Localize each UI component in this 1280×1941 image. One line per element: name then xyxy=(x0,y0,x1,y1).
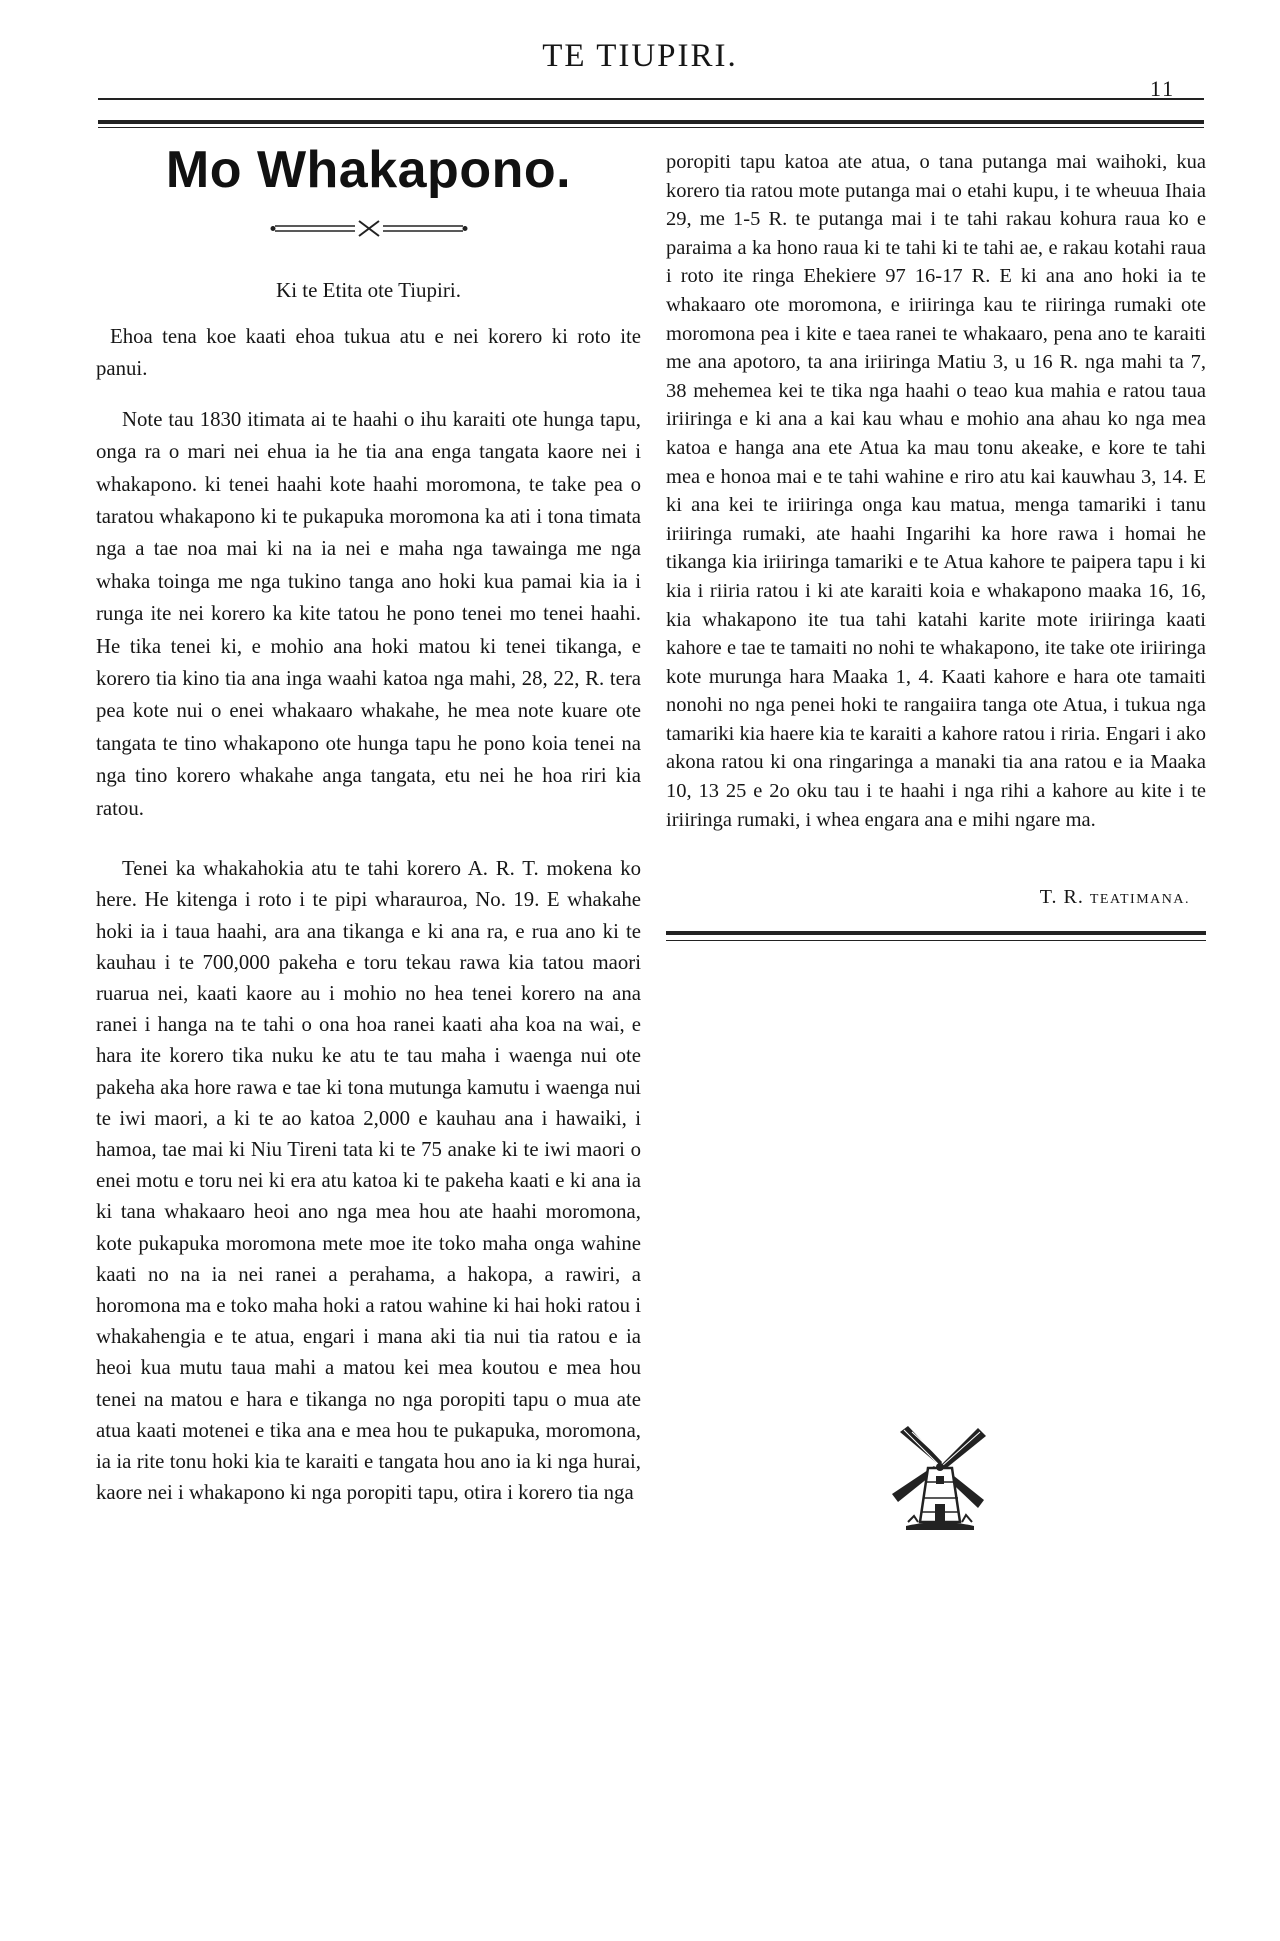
left-column xyxy=(96,138,641,1526)
header-rule-thick xyxy=(98,120,1204,124)
article-title: Mo Whakapono. xyxy=(165,141,572,199)
end-rule-thin xyxy=(666,940,1206,941)
page-number: 11 xyxy=(1150,76,1176,101)
header-rule xyxy=(98,98,1204,100)
paragraph-reply: Tenei ka whakahokia atu te tahi korero A. R. T. mokena ko here. He kitenga i roto i te pipi wharauroa, No. 19. E whakahe hoki ia i taua haahi, ara ana tikanga e ki ana ra, e rua ano ki te kauhau i te 700,000 pakeha e toru tekau rawa kia tatou maori ruarua nei, kaati kaore au i mohio no hea tenei korero na ana ranei i hanga na te tahi o ona hoa ranei kaati aha koa na wai, e hara ite korero tika nuku ke atu te tau maha i waenga nui ote pakeha aka hore rawa e tae ki tona mutunga kamutu i waenga nui te iwi maori, a ki te ao katoa 2,000 e kauhau ana i hawaiki, i hamoa, tae mai ki Niu Tireni tata ki te 75 anake ki te iwi maori o enei motu e toru nei ki era atu katoa ki te pakeha kaati e ki ana ia ki tana whakaaro heoi ano nga mea hou ate haahi moromona, kote pukapuka moromona mete moe ite toko maha onga wahine kaati no na ia nei ranei a perahama, a hakopa, a rawiri, a horomona ma e toko maha hoki a ratou wahine ki hai hoki ratou i whakahengia e te atua, engari i mana aki tia nui tia ratou e ia heoi kua mutu taua mahi a matou kei mea koutou e mea hou tenei na matou e hara e tikanga no nga poropiti tapu o mua ate atua kaati motenei e tika ana e mea hou te pukapuka, moromona, ia ia rite tonu hoki kia te karaiti e tangata hou ano ia ki nga hurai, kaore nei i whakapono ki nga poropiti tapu, otira i korero tia nga xyxy=(96,857,641,1505)
paragraph-continuation: poropiti tapu katoa ate atua, o tana putanga mai waihoki, kua korero tia ratou mote putanga mai o etahi kupu, i te wheuua Ihaia 29, me 1-5 R. te putanga mai i te tahi rakau kohura raua ko e paraima a ka hono raua ki te tahi ki te tahi ae, e rakau kotahi raua i roto ite ringa Ehekiere 97 16-17 R. E ki ana ano hoki ia te whakaaro ote moromona, e iriiringa kau te riiringa rumaki ote moromona pea i kite e taea ranei te whakaaro, pena ano te karaiti me ana apotoro, ta ana iriiringa Matiu 3, u 16 R. nga mahi ta 7, 38 mehemea kei te tika nga haahi o teao kua mahia e ratou taua iriiringa e ki ana a kai kau whau e mohio ana ahau ko nga mea katoa e hanga ana ete Atua ka mau tonu akeake, e kore te tahi mea e honoa mai e te tahi wahine e riro atu kai kauwhau 3, 14. E ki ana kei te iriiringa onga kau matua, menga tamariki i tanu iriiringa rumaki, ate haahi Ingarihi ka hore rawa i homai he tikanga kia iriiringa tamariki e te Atua kahore te paipera tapu i ki kia i riiria ratou i ki ate karaiti koia e whakapono maaka 16, 16, kia whakapono ite tua tahi katahi karite mote iriiringa kaati kahore e tae te tamaiti no nohi te whakapono, ite take ote iriiringa kote murunga hara Maaka 1, 4. Kaati kahore e hara ote tamaiti nonohi no nga penei hoki te rangaiira tanga ote Atua, i tukua nga tamariki kia haere kia te karaiti a kahore ratou i riria. Engari i ako akona ratou ki ona ringaringa a manaki tia ana ratou e ia Maaka 10, 13 25 e 2o oku tau i te haahi i nga rihi a kahore au kite i te iriiringa rumaki, i whea engara ana e mihi ngare ma. xyxy=(666,151,1206,831)
paragraph-opening: Ehoa tena koe kaati ehoa tukua atu e nei korero ki roto ite panui. xyxy=(96,325,641,381)
windmill-ornament-icon xyxy=(880,1418,1000,1538)
signature-name: TEATIMANA. xyxy=(1089,892,1190,908)
salutation: Ki te Etita ote Tiupiri. xyxy=(276,278,461,302)
signature-initials: T. R. xyxy=(1039,886,1084,909)
paragraph-history: Note tau 1830 itimata ai te haahi o ihu karaiti ote hunga tapu, onga ra o mari nei ehua ia he tia ana enga tangata kaore nei i whakapono. ki tenei haahi kote haahi moromona, te take pea o taratou whakapono ki te pukapuka moromona ka ati i tona timata nga a tae noa mai ki na ia nei e maha nga tawainga me nga whaka toinga me nga tukino tanga ano hoki kua pamai kia ia i runga ite nei korero ka kite tatou he pono tenei mo tenei haahi. He tika tenei ki, e mohio ana hoki matou ki tenei tikanga, e korero tia kino tia ana inga waahi katoa nga mahi, 28, 22, R. tera pea kote nui o enei whakaaro whakahe, he mea note kuare ote tangata te tino whakapono ote hunga tapu he pono koia tenei na nga tino korero whakahe anga tangata, etu nei he hoa riri kia ratou. xyxy=(96,407,641,820)
end-rule-thick xyxy=(666,931,1206,935)
author-signature xyxy=(666,886,1190,909)
header-rule-thin xyxy=(98,127,1204,128)
newspaper-title: TE TIUPIRI. xyxy=(542,38,738,74)
ornament-divider-icon xyxy=(269,218,469,240)
right-column xyxy=(666,148,1206,941)
